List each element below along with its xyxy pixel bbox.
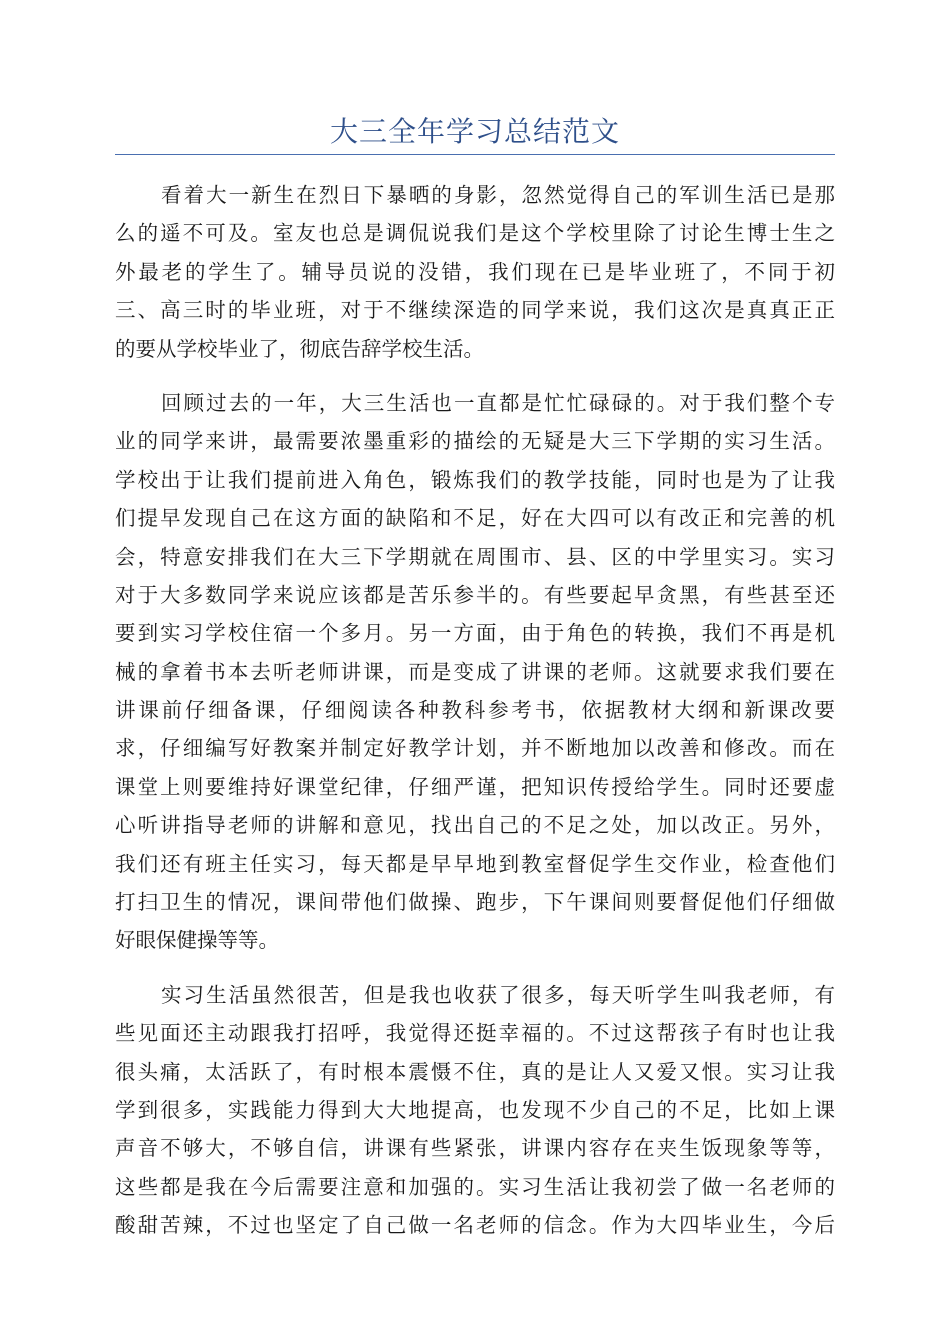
- paragraph-line: 学校出于让我们提前进入角色，锻炼我们的教学技能，同时也是为了让我: [115, 467, 835, 492]
- paragraph-line: 我们还有班主任实习，每天都是早早地到教室督促学生交作业，检查他们: [115, 851, 835, 876]
- paragraph-line: 会，特意安排我们在大三下学期就在周围市、县、区的中学里实习。实习: [115, 544, 835, 569]
- paragraph-line: 求，仔细编写好教案并制定好教学计划，并不断地加以改善和修改。而在: [115, 736, 835, 761]
- paragraph-2: [115, 384, 835, 960]
- paragraph-line: 讲课前仔细备课，仔细阅读各种教科参考书，依据教材大纲和新课改要: [115, 698, 835, 723]
- paragraph-line: 三、高三时的毕业班，对于不继续深造的同学来说，我们这次是真真正正: [115, 298, 835, 323]
- paragraph-line: 声音不够大，不够自信，讲课有些紧张，讲课内容存在夹生饭现象等等，: [115, 1136, 835, 1161]
- paragraph-line: 么的遥不可及。室友也总是调侃说我们是这个学校里除了讨论生博士生之: [115, 221, 835, 246]
- paragraph-line: 打扫卫生的情况，课间带他们做操、跑步，下午课间则要督促他们仔细做: [115, 890, 835, 915]
- paragraph-line: 械的拿着书本去听老师讲课，而是变成了讲课的老师。这就要求我们要在: [115, 659, 835, 684]
- paragraph-line: 很头痛，太活跃了，有时根本震慑不住，真的是让人又爱又恨。实习让我: [115, 1059, 835, 1084]
- paragraph-line: 些见面还主动跟我打招呼，我觉得还挺幸福的。不过这帮孩子有时也让我: [115, 1021, 835, 1046]
- paragraph-line: 外最老的学生了。辅导员说的没错，我们现在已是毕业班了，不同于初: [115, 259, 835, 284]
- paragraph-line: 学到很多，实践能力得到大大地提高，也发现不少自己的不足，比如上课: [115, 1097, 835, 1122]
- title-underline: [115, 154, 835, 155]
- paragraph-line: 的要从学校毕业了，彻底告辞学校生活。: [115, 336, 484, 361]
- paragraph-line: 对于大多数同学来说应该都是苦乐参半的。有些要起早贪黑，有些甚至还: [115, 582, 835, 607]
- paragraph-line: 课堂上则要维持好课堂纪律，仔细严谨，把知识传授给学生。同时还要虚: [115, 774, 835, 799]
- paragraph-line: 酸甜苦辣，不过也坚定了自己做一名老师的信念。作为大四毕业生，今后: [115, 1213, 835, 1238]
- paragraph-line: 好眼保健操等等。: [115, 928, 279, 953]
- paragraph-line: 要到实习学校住宿一个多月。另一方面，由于角色的转换，我们不再是机: [115, 621, 835, 646]
- paragraph-line: 业的同学来讲，最需要浓墨重彩的描绘的无疑是大三下学期的实习生活。: [115, 429, 835, 454]
- paragraph-line: 实习生活虽然很苦，但是我也收获了很多，每天听学生叫我老师，有: [161, 982, 835, 1007]
- paragraph-line: 心听讲指导老师的讲解和意见，找出自己的不足之处，加以改正。另外，: [115, 813, 835, 838]
- document-body: [115, 176, 835, 1261]
- paragraph-line: 这些都是我在今后需要注意和加强的。实习生活让我初尝了做一名老师的: [115, 1174, 835, 1199]
- paragraph-1: [115, 176, 835, 368]
- paragraph-line: 看着大一新生在烈日下暴晒的身影，忽然觉得自己的军训生活已是那: [161, 183, 835, 207]
- paragraph-line: 回顾过去的一年，大三生活也一直都是忙忙碌碌的。对于我们整个专: [161, 390, 835, 415]
- document-title: 大三全年学习总结范文: [329, 115, 620, 148]
- paragraph-line: 们提早发现自己在这方面的缺陷和不足，好在大四可以有改正和完善的机: [115, 506, 835, 531]
- paragraph-3: [115, 976, 835, 1245]
